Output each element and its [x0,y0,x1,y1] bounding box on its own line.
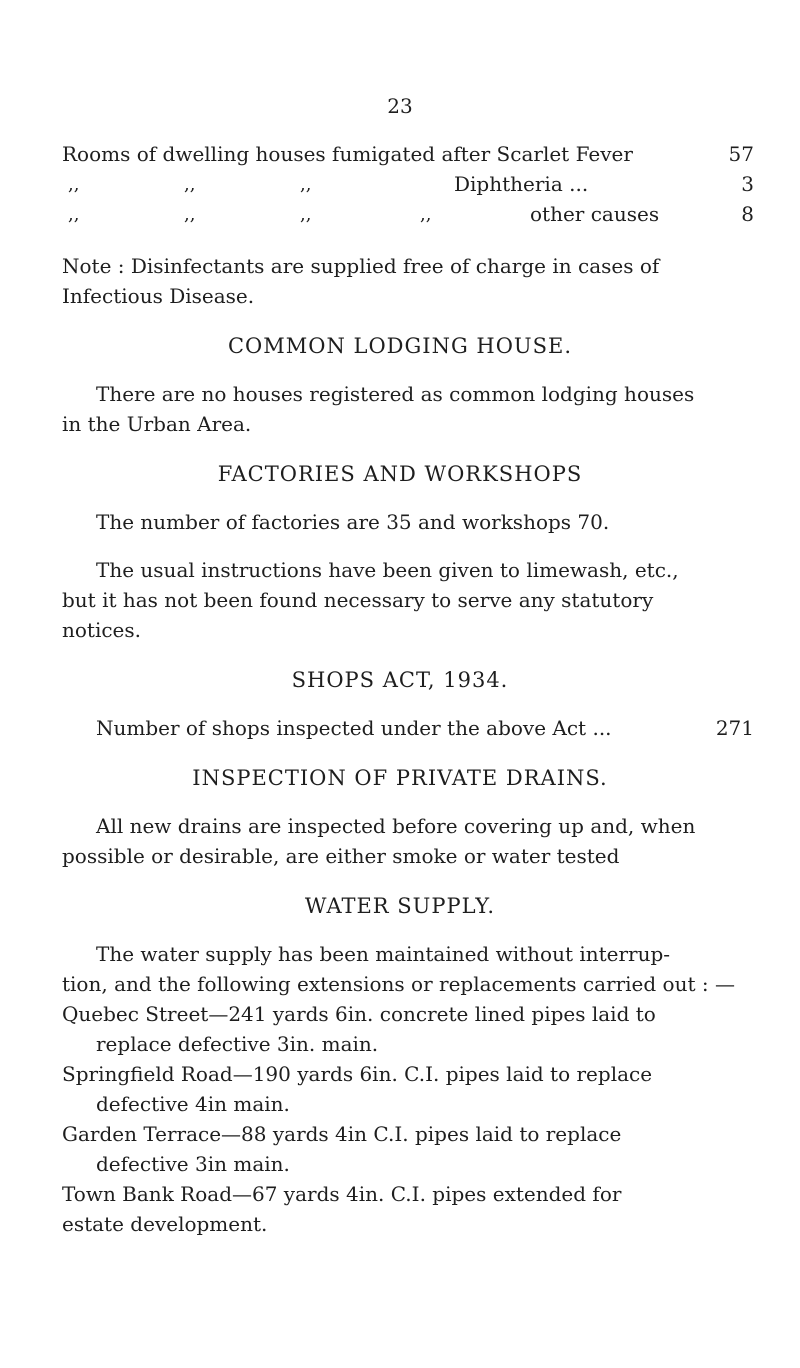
section-heading-water-supply: WATER SUPPLY. [304,894,496,918]
page-number: 23 [387,94,413,118]
fumigation-row-scarlet-fever-label: Rooms of dwelling houses fumigated after Scarlet Fever [62,142,633,166]
lodging-line-1: There are no houses registered as common lodging houses [96,382,695,406]
fumigation-row-diphtheria-label: Diphtheria ... [454,172,589,196]
water-extension-item-continued: replace defective 3in. main. [96,1032,379,1056]
lodging-line-2: in the Urban Area. [62,412,252,436]
section-heading-common-lodging-house: COMMON LODGING HOUSE. [227,334,573,358]
water-extension-item: Town Bank Road—67 yards 4in. C.I. pipes extended for [62,1182,622,1206]
shops-inspected-label: Number of shops inspected under the above Act ... [96,716,612,740]
ditto-mark: ,, [68,204,80,225]
water-extension-item-continued: defective 3in main. [96,1152,290,1176]
section-heading-inspection-of-private-drains: INSPECTION OF PRIVATE DRAINS. [192,766,608,790]
section-heading-factories-and-workshops: FACTORIES AND WORKSHOPS [217,462,583,486]
factories-line-4: notices. [62,618,142,642]
water-extension-item: Garden Terrace—88 yards 4in C.I. pipes laid to replace [62,1122,622,1146]
water-extension-item: Quebec Street—241 yards 6in. concrete lined pipes laid to [62,1002,656,1026]
fumigation-row-other-causes-value: 8 [741,202,754,226]
ditto-mark: ,, [68,174,80,195]
water-extension-item-continued: estate development. [62,1212,268,1236]
section-heading-shops-act: SHOPS ACT, 1934. [291,668,509,692]
drains-line-1: All new drains are inspected before covering up and, when [96,814,696,838]
fumigation-row-diphtheria-value: 3 [741,172,754,196]
shops-inspected-value: 271 [715,716,754,740]
drains-line-2: possible or desirable, are either smoke or water tested [62,844,620,868]
factories-line-1: The number of factories are 35 and workshops 70. [96,510,610,534]
fumigation-row-other-causes-label: other causes [530,202,660,226]
ditto-mark: ,, [420,204,432,225]
water-line-2: tion, and the following extensions or replacements carried out : — [62,972,735,996]
water-extension-item: Springfield Road—190 yards 6in. C.I. pipes laid to replace [62,1062,653,1086]
ditto-mark: ,, [300,204,312,225]
factories-line-2: The usual instructions have been given to limewash, etc., [96,558,679,582]
water-extension-item-continued: defective 4in main. [96,1092,290,1116]
note-line-2: Infectious Disease. [62,284,255,308]
water-line-1: The water supply has been maintained without interrup- [96,942,671,966]
note-line-1: Note : Disinfectants are supplied free of charge in cases of [62,254,660,278]
ditto-mark: ,, [184,204,196,225]
ditto-mark: ,, [184,174,196,195]
factories-line-3: but it has not been found necessary to serve any statutory [62,588,654,612]
ditto-mark: ,, [300,174,312,195]
fumigation-row-scarlet-fever-value: 57 [728,142,754,166]
